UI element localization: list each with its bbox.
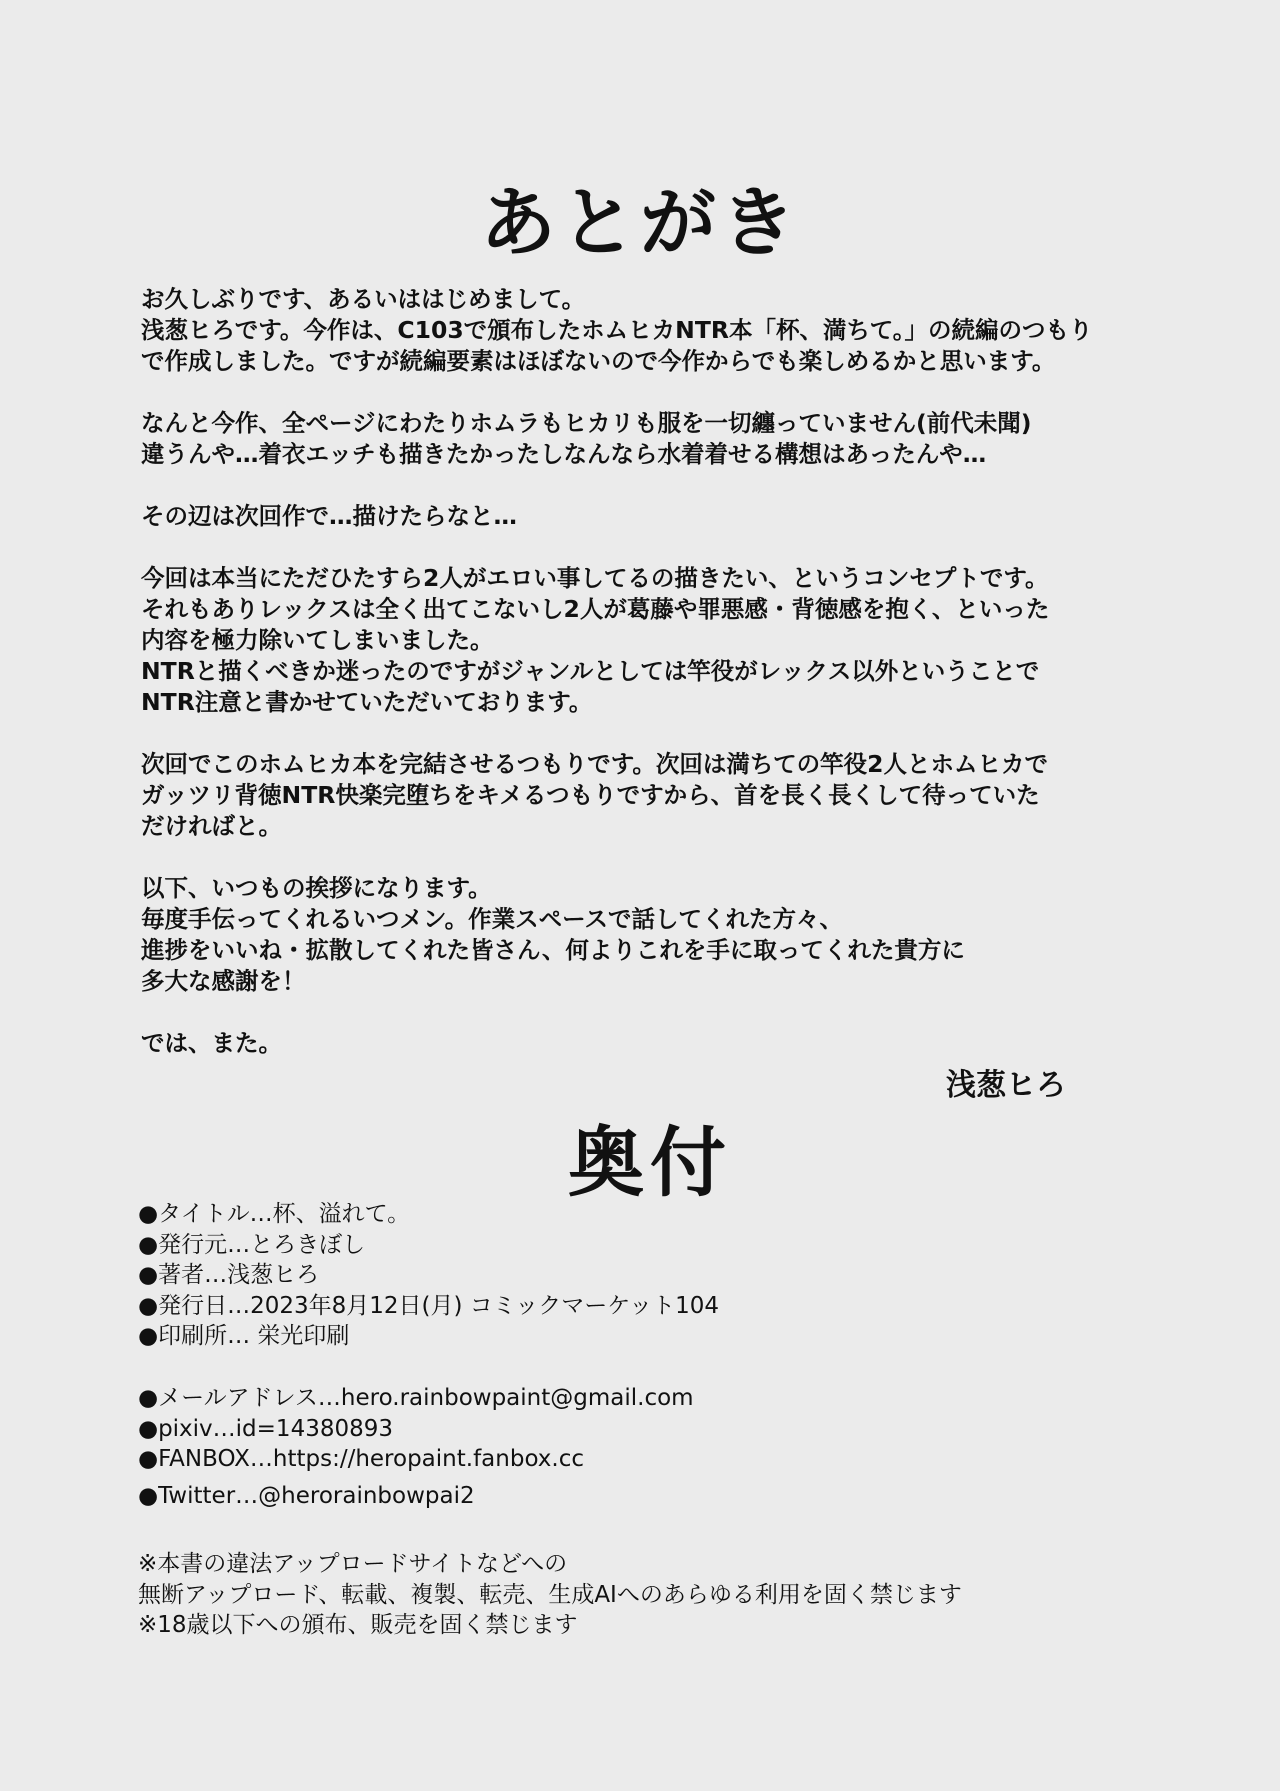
notice-line: ※18歳以下への頒布、販売を固く禁じます [138,1612,578,1638]
text-line: NTRと描くべきか迷ったのですがジャンルとしては竿役がレックス以外ということで [141,657,1040,685]
text-line: だければと。 [141,812,282,840]
afterword-title: あとがき [480,178,800,267]
colophon-date-row: ●発行日…2023年8月12日(月) コミックマーケット104 [138,1292,720,1319]
contact-fanbox-row: ●FANBOX…https://heropaint.fanbox.cc [138,1446,585,1472]
text-line: で作成しました。ですが続編要素はほぼないので今作からでも楽しめるかと思います。 [141,347,1056,375]
text-line: なんと今作、全ページにわたりホムラもヒカリも服を一切纏っていません(前代未聞) [141,409,1032,437]
text-line: 内容を極力除いてしまいました。 [141,626,494,654]
afterword-paragraph-5 [141,749,1151,842]
text-line: では、また。 [141,1029,282,1057]
colophon-title: 奥付 [568,1118,732,1207]
afterword-paragraph-7 [141,1028,1151,1059]
text-line: 進捗をいいね・拡散してくれた皆さん、何よりこれを手に取ってくれた貴方に [141,936,965,964]
colophon-publication-info [138,1199,719,1352]
contact-email-row: ●メールアドレス…hero.rainbowpaint@gmail.com [138,1385,694,1411]
text-line: 多大な感謝を！ [141,967,306,995]
contact-pixiv-row: ●pixiv…id=14380893 [138,1415,393,1442]
text-line: 毎度手伝ってくれるいつメン。作業スペースで話してくれた方々、 [141,905,843,933]
afterword-paragraph-1 [141,284,1151,377]
colophon-notes [138,1549,962,1641]
notice-line: 無断アップロード、転載、複製、転売、生成AIへのあらゆる利用を固く禁じます [138,1581,962,1608]
afterword-paragraph-2 [141,408,1151,470]
text-line: ガッツリ背徳NTR快楽完堕ちをキメるつもりですから、首を長く長くして待っていた [141,781,1040,809]
contact-twitter-row: ●Twitter…@herorainbowpai2 [138,1482,475,1509]
text-line: 浅葱ヒろです。今作は、C103で頒布したホムヒカNTR本「杯、満ちて。」の続編のつもり [141,316,1093,344]
colophon-author-row: ●著者…浅葱ヒろ [138,1262,320,1288]
colophon-title-row: ●タイトル…杯、溢れて。 [138,1201,411,1227]
text-line: 次回でこのホムヒカ本を完結させるつもりです。次回は満ちての竿役2人とホムヒカで [141,750,1049,778]
text-line: お久しぶりです、あるいははじめまして。 [141,285,586,313]
afterword-paragraph-6 [141,873,1151,997]
text-line: 今回は本当にただひたすら2人がエロい事してるの描きたい、というコンセプトです。 [141,564,1049,592]
text-line: それもありレックスは全く出てこないし2人が葛藤や罪悪感・背徳感を抱く、といった [141,595,1050,623]
colophon-printer-row: ●印刷所… 栄光印刷 [138,1323,350,1349]
author-signature: 浅葱ヒろ [946,1068,1066,1103]
colophon-contact-info [138,1383,694,1511]
text-line: 違うんや…着衣エッチも描きたかったしなんなら水着着せる構想はあったんや… [141,440,987,468]
afterword-paragraph-3 [141,501,1151,532]
text-line: NTR注意と書かせていただいております。 [141,688,593,716]
afterword-paragraph-4 [141,563,1151,718]
colophon-publisher-row: ●発行元…とろきぼし [138,1231,366,1258]
afterword-body [141,284,1151,1090]
text-line: その辺は次回作で…描けたらなと… [141,502,517,530]
notice-line: ※本書の違法アップロードサイトなどへの [138,1551,568,1577]
text-line: 以下、いつもの挨拶になります。 [141,874,492,902]
